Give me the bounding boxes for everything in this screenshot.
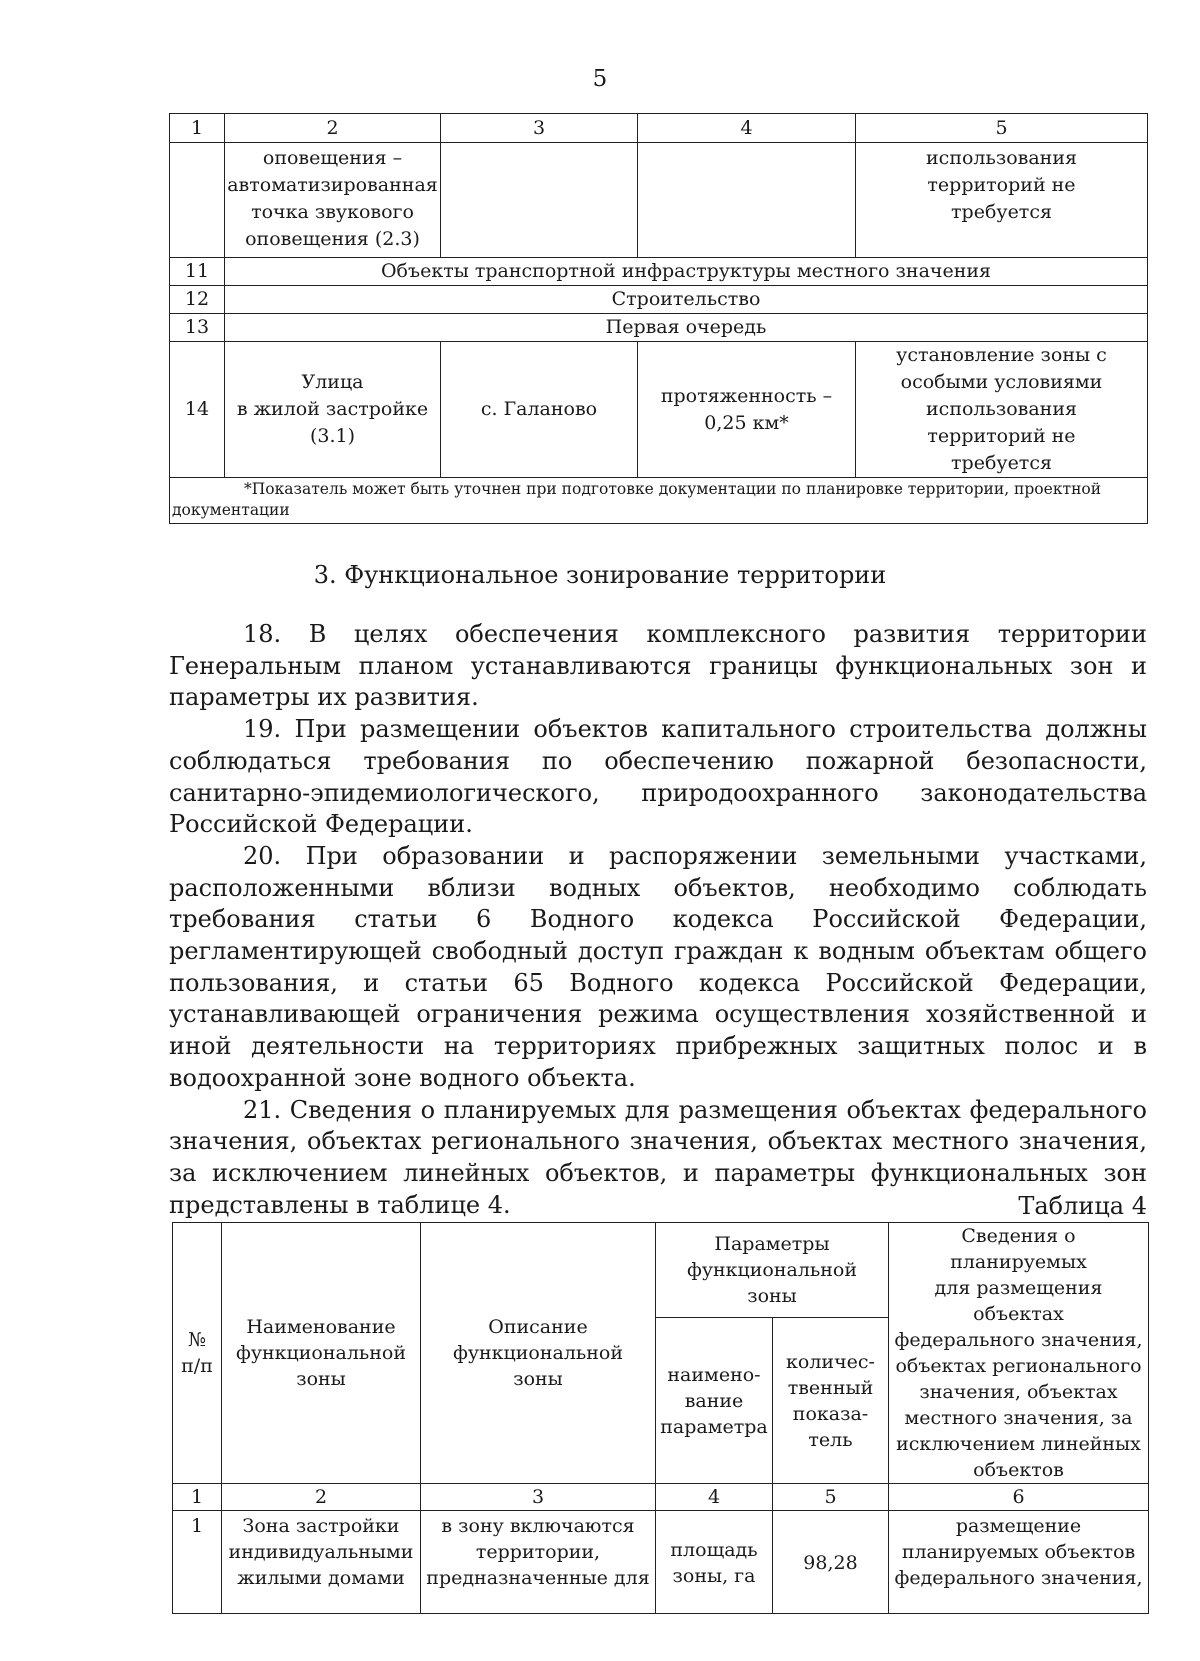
text-line: территорий не [927, 425, 1076, 447]
table-caption: Таблица 4 [1018, 1192, 1147, 1220]
location-cell [441, 143, 638, 258]
text-line: оповещения (2.3) [245, 228, 420, 250]
header-zone-name-cell [222, 1223, 421, 1484]
num-cell [170, 143, 225, 258]
zone-cell [856, 342, 1148, 478]
text-line: площадь [670, 1539, 758, 1561]
text-line: жилыми домами [237, 1567, 405, 1589]
table-row [170, 143, 1148, 258]
header-param-value-cell [773, 1318, 889, 1484]
text-line: твенный [787, 1376, 874, 1399]
num-cell: 12 [170, 286, 225, 314]
num-cell: 11 [170, 258, 225, 286]
table-row [173, 1511, 1149, 1614]
table-row [170, 258, 1148, 286]
text-line: федерального значения, [894, 1567, 1143, 1589]
text-line: предназначенные для [426, 1567, 650, 1589]
num-cell: 13 [170, 314, 225, 342]
header-cell: 4 [638, 114, 856, 143]
column-number-cell: 1 [173, 1484, 222, 1511]
text-line: функциональной [452, 1342, 624, 1364]
text-line: объектов [973, 1459, 1064, 1481]
section-cell: Объекты транспортной инфраструктуры местного значения [225, 258, 1148, 286]
text-line: зоны [513, 1368, 563, 1390]
text-line: установление зоны с [896, 344, 1107, 366]
column-number-cell: 4 [656, 1484, 773, 1511]
section-heading: 3. Функциональное зонирование территории [313, 561, 887, 589]
text-line: использования [926, 398, 1077, 420]
column-number-cell: 3 [421, 1484, 656, 1511]
text-line: в зону включаются [441, 1515, 635, 1537]
text-line: территории, [475, 1541, 601, 1563]
text-line: точка звукового [251, 201, 414, 223]
info-cell [889, 1511, 1149, 1614]
text-line: исключением линейных [896, 1433, 1141, 1455]
object-name-cell [225, 342, 441, 478]
text-line: требуется [951, 452, 1052, 474]
table-row [170, 314, 1148, 342]
text-line: тель [808, 1428, 853, 1451]
table-row [170, 342, 1148, 478]
text-line: планируемых объектов [901, 1541, 1136, 1563]
header-description-cell [421, 1223, 656, 1484]
text-line: Наименование [246, 1316, 396, 1338]
text-line: Описание [488, 1316, 588, 1338]
text-line: оповещения – [262, 147, 403, 169]
zone-name-cell [222, 1511, 421, 1614]
header-cell: 5 [856, 114, 1148, 143]
text-line: протяженность – [660, 384, 833, 407]
characteristics-cell [638, 342, 856, 478]
text-line: Зона застройки [242, 1515, 400, 1537]
num-cell: 14 [170, 342, 225, 478]
column-number-cell: 5 [773, 1484, 889, 1511]
text-line: наимено- [667, 1363, 761, 1386]
text-line: функциональной [686, 1259, 858, 1282]
text-line: Сведения о планируемых [950, 1225, 1087, 1273]
text-line: зоны [747, 1285, 797, 1308]
object-name-cell [225, 143, 441, 258]
text-line: федерального значения, [894, 1329, 1143, 1351]
text-line: Параметры [714, 1233, 830, 1256]
text-line: показа- [792, 1402, 869, 1425]
text-line: зоны [296, 1368, 346, 1390]
text-line: использования [926, 147, 1077, 169]
characteristics-cell [638, 143, 856, 258]
footnote-line: документации [172, 501, 290, 519]
header-params-cell [656, 1223, 889, 1318]
text-line: параметра [660, 1415, 768, 1438]
header-cell: 1 [170, 114, 225, 143]
text-line: Улица [301, 371, 364, 393]
text-line: автоматизированная [227, 174, 438, 196]
text-line: территорий не [927, 174, 1076, 196]
paragraph-19: 19. При размещении объектов капитального строительства должны соблюдаться требования по обеспечению пожарной безопасности, санитарно-эпидемиологического, природоохранного законодательства Российской Федерации. [169, 715, 1147, 839]
text-line: вание [684, 1389, 744, 1412]
header-cell: 3 [441, 114, 638, 143]
header-cell: 2 [225, 114, 441, 143]
footnote-cell [170, 478, 1148, 524]
text-line: значения, объектах [919, 1381, 1118, 1403]
body-text [169, 619, 1147, 1221]
page-number: 5 [592, 66, 608, 92]
text-line: 0,25 км* [704, 411, 789, 434]
column-number-cell: 6 [889, 1484, 1149, 1511]
objects-table [169, 113, 1148, 524]
table-header-row [173, 1223, 1149, 1318]
paragraph-21: 21. Сведения о планируемых для размещения объектах федерального значения, объектах регионального значения, объектах местного значения, за исключением линейных объектов, и параметры функциональных зон представлены в таблице 4. [169, 1095, 1147, 1219]
table-row [170, 286, 1148, 314]
text-line: объектах регионального [895, 1355, 1142, 1377]
location-cell: с. Галаново [441, 342, 638, 478]
text-line: зоны, га [672, 1565, 756, 1587]
text-line: функциональной [235, 1342, 407, 1364]
section-cell: Строительство [225, 286, 1148, 314]
text-line: особыми условиями [900, 371, 1103, 393]
header-num-cell [173, 1223, 222, 1484]
text-line: № [188, 1329, 206, 1351]
text-line: количес- [786, 1350, 875, 1373]
section-cell: Первая очередь [225, 314, 1148, 342]
column-number-cell: 2 [222, 1484, 421, 1511]
header-param-name-cell [656, 1318, 773, 1484]
num-cell: 1 [173, 1511, 222, 1614]
description-cell [421, 1511, 656, 1614]
text-line: местного значения, за [904, 1407, 1133, 1429]
column-numbers-row [173, 1484, 1149, 1511]
table-header-row [170, 114, 1148, 143]
text-line: индивидуальными [228, 1541, 414, 1563]
zones-table [172, 1222, 1149, 1614]
text-line: п/п [181, 1355, 213, 1377]
text-line: требуется [951, 201, 1052, 223]
text-line: (3.1) [309, 425, 356, 447]
text-line: для размещения объектах [934, 1277, 1103, 1325]
footnote-line: *Показатель может быть уточнен при подготовке документации по планировке территории, проектной [244, 480, 1102, 498]
header-info-cell [889, 1223, 1149, 1484]
text-line: размещение [955, 1515, 1082, 1537]
text-line: в жилой застройке [236, 398, 429, 420]
param-value-cell: 98,28 [773, 1511, 889, 1614]
footnote-row [170, 478, 1148, 524]
paragraph-20: 20. При образовании и распоряжении земельными участками, расположенными вблизи водных объектов, необходимо соблюдать требования статьи 6 Водного кодекса Российской Федерации, регламентирующей свободный доступ граждан к водным объектам общего пользования, и статьи 65 Водного кодекса Российской Федерации, устанавливающей ограничения режима осуществления хозяйственной и иной деятельности на территориях прибрежных защитных полос и в водоохранной зоне водного объекта. [169, 841, 1147, 1092]
zone-cell [856, 143, 1148, 258]
param-name-cell [656, 1511, 773, 1614]
paragraph-18: 18. В целях обеспечения комплексного развития территории Генеральным планом устанавливаются границы функциональных зон и параметры их развития. [169, 620, 1147, 712]
